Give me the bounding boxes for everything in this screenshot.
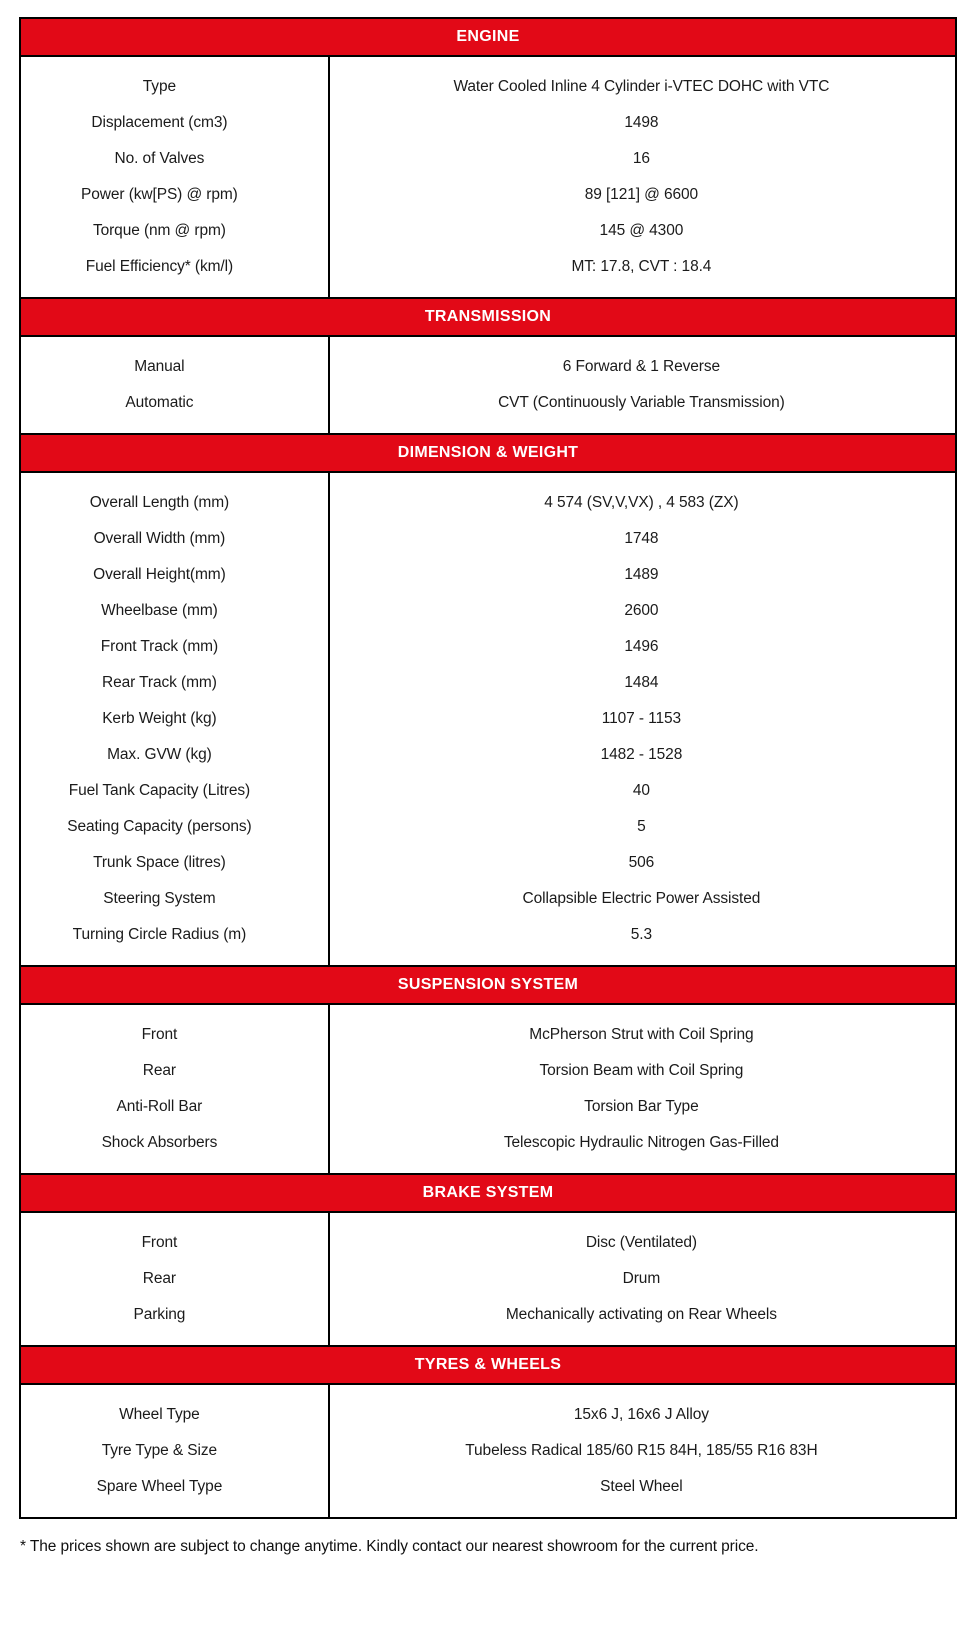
section-title: SUSPENSION SYSTEM — [397, 976, 579, 993]
spec-row-label: Manual — [134, 358, 185, 375]
section-header-suspension-system — [21, 965, 955, 1005]
spec-row-label: Overall Height(mm) — [93, 566, 226, 583]
price-disclaimer: * The prices shown are subject to change anytime. Kindly contact our nearest showroom for the current price. — [20, 1538, 759, 1555]
spec-row-label: Seating Capacity (persons) — [67, 818, 252, 835]
spec-row — [21, 213, 955, 249]
spec-row-label: Spare Wheel Type — [96, 1478, 223, 1495]
spec-row-value: Tubeless Radical 185/60 R15 84H, 185/55 R16 83H — [465, 1442, 818, 1459]
section-body-transmission — [21, 337, 955, 433]
section-title: TRANSMISSION — [424, 308, 552, 325]
spec-row-label: Trunk Space (litres) — [93, 854, 226, 871]
spec-row-label: Overall Width (mm) — [93, 530, 226, 547]
spec-row-value: 1496 — [624, 638, 659, 655]
spec-row — [21, 809, 955, 845]
spec-row-label: Turning Circle Radius (m) — [72, 926, 247, 943]
spec-row-value: Torsion Beam with Coil Spring — [539, 1062, 744, 1079]
spec-row — [21, 349, 955, 385]
spec-row-value: Steel Wheel — [600, 1478, 683, 1495]
spec-row-label: Automatic — [125, 394, 194, 411]
spec-row-value: Telescopic Hydraulic Nitrogen Gas-Filled — [503, 1134, 779, 1151]
spec-row-label: Rear — [142, 1062, 176, 1079]
spec-row-value: McPherson Strut with Coil Spring — [529, 1026, 754, 1043]
spec-row-label: Power (kw[PS) @ rpm) — [81, 186, 238, 203]
spec-row-label: Fuel Tank Capacity (Litres) — [68, 782, 251, 799]
spec-row — [21, 1225, 955, 1261]
section-header-transmission — [21, 297, 955, 337]
spec-row-value: 16 — [632, 150, 650, 167]
spec-row-value: Torsion Bar Type — [584, 1098, 699, 1115]
spec-row-value: MT: 17.8, CVT : 18.4 — [571, 258, 712, 275]
spec-row — [21, 665, 955, 701]
section-body-tyres-wheels — [21, 1385, 955, 1517]
section-body-suspension-system — [21, 1005, 955, 1173]
spec-row — [21, 1089, 955, 1125]
spec-row-label: Rear Track (mm) — [102, 674, 217, 691]
spec-row — [21, 141, 955, 177]
spec-row — [21, 1469, 955, 1505]
spec-row-value: 6 Forward & 1 Reverse — [562, 358, 721, 375]
spec-row — [21, 249, 955, 285]
spec-row-label: Wheelbase (mm) — [101, 602, 218, 619]
spec-row-value: 1484 — [624, 674, 659, 691]
spec-row-label: Anti-Roll Bar — [116, 1098, 203, 1115]
spec-row-label: Front Track (mm) — [100, 638, 219, 655]
spec-row-value: 5 — [637, 818, 646, 835]
spec-table — [19, 17, 957, 1519]
section-header-dimension-weight — [21, 433, 955, 473]
section-body-brake-system — [21, 1213, 955, 1345]
spec-row-value: Mechanically activating on Rear Wheels — [505, 1306, 777, 1323]
spec-row — [21, 69, 955, 105]
spec-row — [21, 177, 955, 213]
spec-row-value: Drum — [622, 1270, 661, 1287]
spec-row-value: Collapsible Electric Power Assisted — [522, 890, 761, 907]
spec-row-value: 2600 — [624, 602, 659, 619]
spec-row — [21, 845, 955, 881]
spec-row-value: 40 — [632, 782, 650, 799]
spec-row — [21, 1433, 955, 1469]
spec-row — [21, 105, 955, 141]
spec-row-value: 1482 - 1528 — [600, 746, 683, 763]
spec-row-value: CVT (Continuously Variable Transmission) — [498, 394, 785, 411]
spec-row-label: Front — [141, 1026, 178, 1043]
spec-row-value: 145 @ 4300 — [599, 222, 684, 239]
spec-row — [21, 593, 955, 629]
spec-row — [21, 737, 955, 773]
spec-row-value: 506 — [628, 854, 655, 871]
spec-row-value: 4 574 (SV,V,VX) , 4 583 (ZX) — [544, 494, 739, 511]
spec-row-value: Disc (Ventilated) — [585, 1234, 697, 1251]
spec-row-value: 89 [121] @ 6600 — [584, 186, 699, 203]
spec-row-label: Wheel Type — [119, 1406, 200, 1423]
section-title: ENGINE — [456, 28, 520, 45]
spec-row-label: Shock Absorbers — [101, 1134, 218, 1151]
spec-row — [21, 1261, 955, 1297]
spec-row-label: Tyre Type & Size — [101, 1442, 218, 1459]
section-body-dimension-weight — [21, 473, 955, 965]
spec-row — [21, 917, 955, 953]
spec-row — [21, 1017, 955, 1053]
spec-row-value: 1498 — [624, 114, 659, 131]
spec-row-label: Type — [142, 78, 177, 95]
spec-row-value: 1748 — [624, 530, 659, 547]
spec-row — [21, 1053, 955, 1089]
spec-row — [21, 1297, 955, 1333]
spec-row — [21, 1125, 955, 1161]
spec-row-label: Parking — [133, 1306, 186, 1323]
section-title: TYRES & WHEELS — [414, 1356, 562, 1373]
spec-row — [21, 1397, 955, 1433]
spec-row — [21, 557, 955, 593]
section-title: BRAKE SYSTEM — [422, 1184, 554, 1201]
spec-row-label: Overall Length (mm) — [89, 494, 230, 511]
spec-row — [21, 701, 955, 737]
section-header-brake-system — [21, 1173, 955, 1213]
section-body-engine — [21, 57, 955, 297]
spec-row-value: Water Cooled Inline 4 Cylinder i-VTEC DOHC with VTC — [453, 78, 830, 95]
spec-row-label: Displacement (cm3) — [91, 114, 228, 131]
spec-row-label: Fuel Efficiency* (km/l) — [85, 258, 234, 275]
spec-row-label: Max. GVW (kg) — [107, 746, 212, 763]
spec-row-value: 5.3 — [630, 926, 653, 943]
spec-row — [21, 881, 955, 917]
spec-row-label: Front — [141, 1234, 178, 1251]
section-header-tyres-wheels — [21, 1345, 955, 1385]
spec-row — [21, 773, 955, 809]
section-header-engine — [21, 19, 955, 57]
spec-row — [21, 521, 955, 557]
spec-row — [21, 485, 955, 521]
spec-row-label: Steering System — [103, 890, 216, 907]
spec-row — [21, 385, 955, 421]
spec-row-label: No. of Valves — [114, 150, 205, 167]
spec-row-value: 15x6 J, 16x6 J Alloy — [573, 1406, 709, 1423]
spec-row-label: Kerb Weight (kg) — [102, 710, 217, 727]
spec-row — [21, 629, 955, 665]
section-title: DIMENSION & WEIGHT — [397, 444, 579, 461]
spec-row-label: Torque (nm @ rpm) — [92, 222, 226, 239]
spec-row-value: 1107 - 1153 — [601, 710, 682, 727]
spec-row-label: Rear — [142, 1270, 176, 1287]
spec-row-value: 1489 — [624, 566, 659, 583]
